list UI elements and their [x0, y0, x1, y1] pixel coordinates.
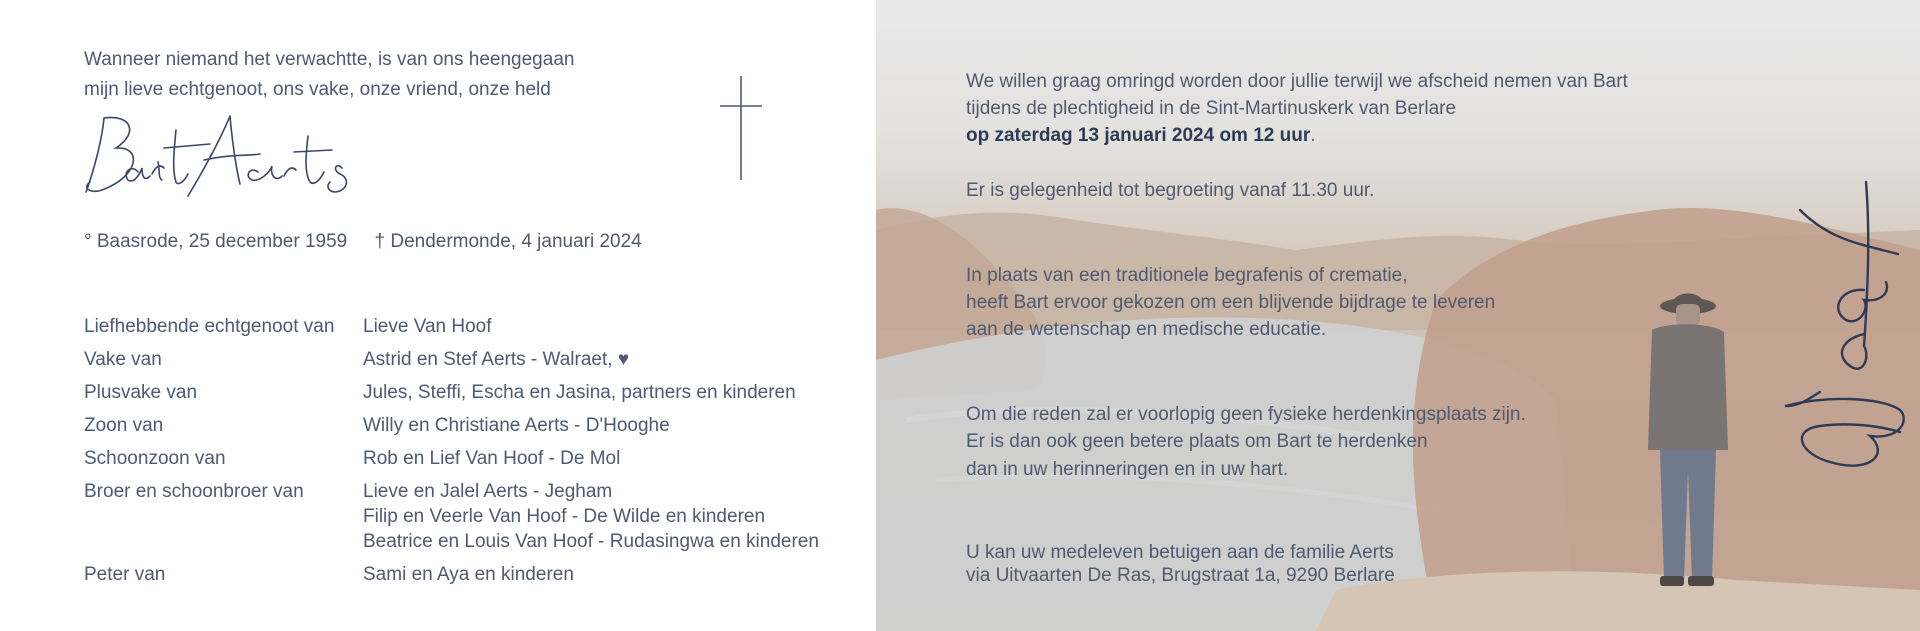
cross-icon — [718, 76, 764, 182]
birth-date: ° Baasrode, 25 december 1959 — [84, 231, 348, 252]
signature-bart-aerts — [80, 110, 380, 205]
ceremony-date: op zaterdag 13 januari 2024 om 12 uur — [966, 125, 1311, 146]
death-date: † Dendermonde, 4 januari 2024 — [374, 231, 642, 252]
greeting-text: Er is gelegenheid tot begroeting vanaf 11.30 uur. — [966, 180, 1375, 201]
condolence-line-2: via Uitvaarten De Ras, Brugstraat 1a, 9290 Berlare — [966, 565, 1395, 586]
relation-value: Astrid en Stef Aerts - Walraet, ♥ — [363, 349, 630, 370]
memorial-line-2: Er is dan ook geen betere plaats om Bart te herdenken — [966, 431, 1428, 452]
relation-label: Zoon van — [84, 415, 164, 436]
relation-label: Broer en schoonbroer van — [84, 481, 304, 502]
intro-line-2: mijn lieve echtgenoot, ons vake, onze vriend, onze held — [84, 79, 551, 100]
intro-text — [84, 46, 574, 106]
relation-value: Filip en Veerle Van Hoof - De Wilde en kinderen — [363, 506, 766, 527]
relation-value: Lieve Van Hoof — [363, 316, 492, 337]
memorial-line-3: dan in uw herinneringen en in uw hart. — [966, 459, 1289, 480]
ceremony-date-line — [966, 122, 1316, 149]
relation-value: Jules, Steffi, Escha en Jasina, partners en kinderen — [363, 382, 796, 403]
relation-value: Sami en Aya en kinderen — [363, 564, 574, 585]
ceremony-date-period: . — [1310, 125, 1316, 146]
relation-value: Rob en Lief Van Hoof - De Mol — [363, 448, 621, 469]
donation-line-3: aan de wetenschap en medische educatie. — [966, 319, 1327, 340]
intro-line-1: Wanneer niemand het verwachtte, is van ons heengegaan — [84, 49, 575, 70]
relation-label: Liefhebbende echtgenoot van — [84, 316, 335, 337]
ceremony-line-1: We willen graag omringd worden door jullie terwijl we afscheid nemen van Bart — [966, 71, 1628, 92]
donation-line-1: In plaats van een traditionele begrafenis of crematie, — [966, 265, 1408, 286]
memorial-line-1: Om die reden zal er voorlopig geen fysieke herdenkingsplaats zijn. — [966, 404, 1526, 425]
relation-value: Lieve en Jalel Aerts - Jegham — [363, 481, 613, 502]
relation-value: Beatrice en Louis Van Hoof - Rudasingwa en kinderen — [363, 531, 819, 552]
relation-label: Schoonzoon van — [84, 448, 226, 469]
vertical-name-bart — [1760, 170, 1910, 480]
left-panel — [0, 0, 876, 631]
donation-line-2: heeft Bart ervoor gekozen om een blijvende bijdrage te leveren — [966, 292, 1496, 313]
life-dates — [84, 228, 642, 256]
ceremony-line-2: tijdens de plechtigheid in de Sint-Martinuskerk van Berlare — [966, 98, 1457, 119]
relation-label: Vake van — [84, 349, 162, 370]
relation-value: Willy en Christiane Aerts - D'Hooghe — [363, 415, 670, 436]
condolence-line-1: U kan uw medeleven betuigen aan de familie Aerts — [966, 542, 1394, 563]
relation-label: Plusvake van — [84, 382, 198, 403]
relation-label: Peter van — [84, 564, 166, 585]
